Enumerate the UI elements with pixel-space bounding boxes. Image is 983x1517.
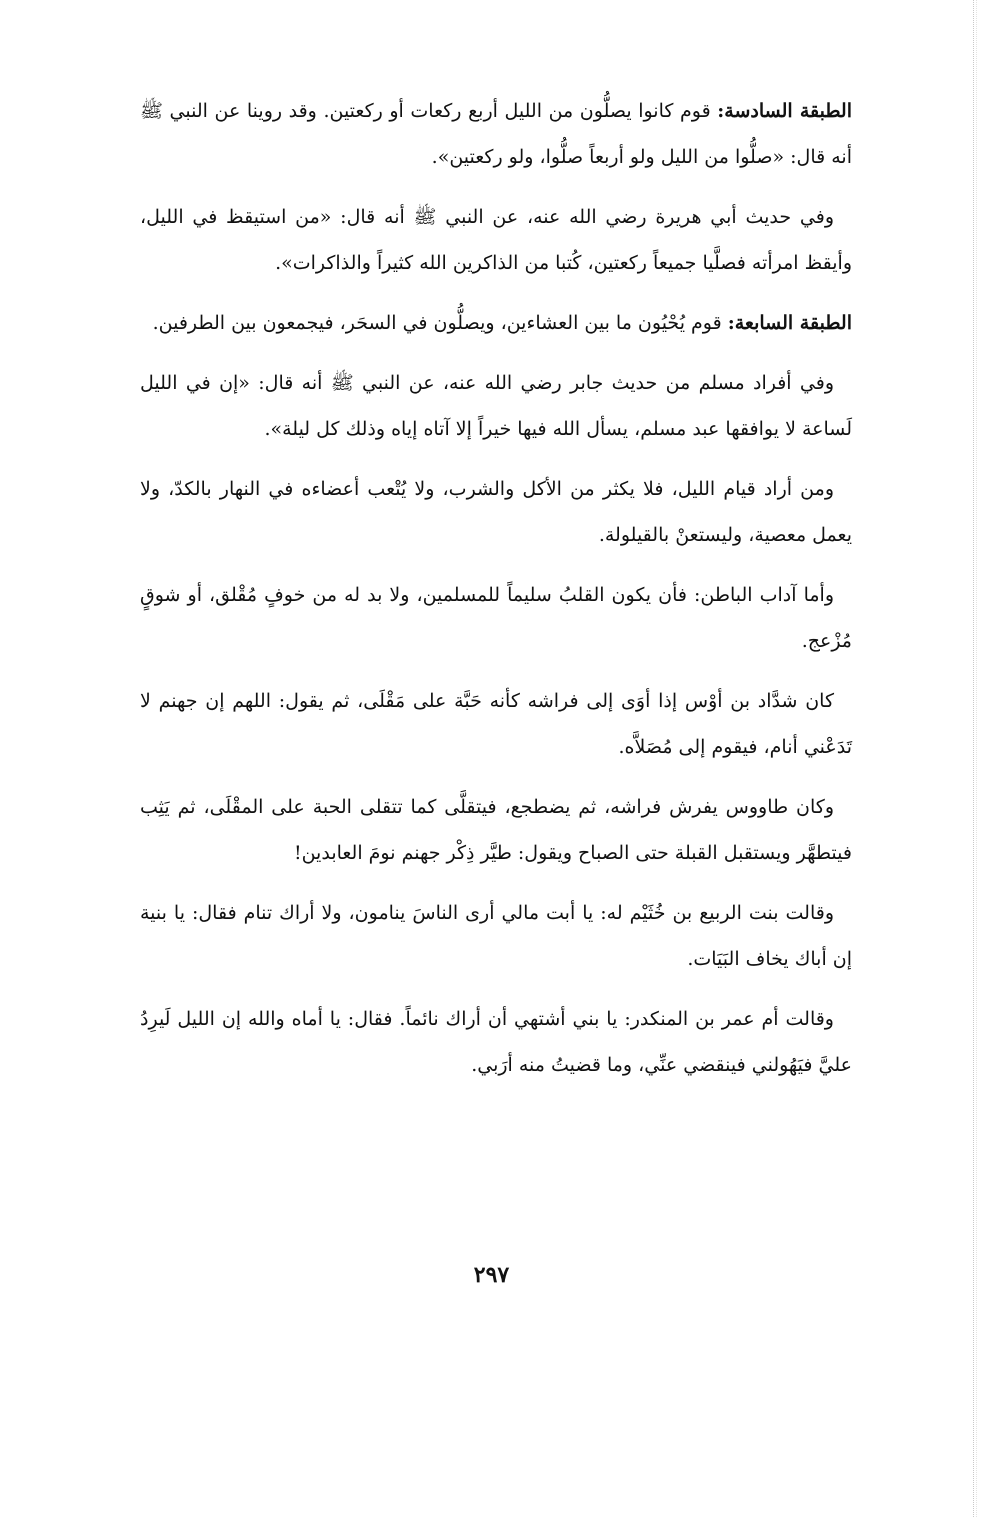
paragraph-night-prayer-advice [140,466,852,558]
page-number: ٢٩٧ [473,1262,510,1288]
paragraph-text: وأما آداب الباطن: فأن يكون القلبُ سليماً للمسلمين، ولا بد له من خوفٍ مُقْلق، أو شوقٍ مُزْعج. [140,584,852,652]
paragraph-text: قوم يُحْيُون ما بين العشاءين، ويصلُّون في السحَر، فيجمعون بين الطرفين. [152,312,728,334]
paragraph-text: وفي أفراد مسلم من حديث جابر رضي الله عنه، عن النبي ﷺ أنه قال: «إن في الليل لَساعة لا يوافقها عبد مسلم، يسأل الله فيها خيراً إلا آتاه إياه وذلك كل ليلة». [140,372,852,440]
scan-edge-line [973,0,974,1517]
paragraph-text: وقالت أم عمر بن المنكدر: يا بني أشتهي أن أراك نائماً. فقال: يا أماه والله إن الليل لَيرِدُ عليَّ فيَهُولني فينقضي عنِّي، وما قضيتُ منه أرَبي. [140,1008,852,1076]
scan-edge-line-secondary [976,0,977,1517]
paragraph-umm-umar [140,996,852,1088]
paragraph-text: وكان طاووس يفرش فراشه، ثم يضطجع، فيتقلَّى كما تتقلى الحبة على المقْلَى، ثم يَثِب فيتطهَّر ويستقبل القبلة حتى الصباح ويقول: طيَّر ذِكْر جهنم نومَ العابدين! [140,796,852,864]
paragraph-sixth-tier [140,88,852,180]
paragraph-text: وقالت بنت الربيع بن خُثَيْم له: يا أبت مالي أرى الناسَ ينامون، ولا أراك تنام فقال: يا بنية إن أباك يخاف البَيَات. [140,902,852,970]
paragraph-abu-hurairah-hadith [140,194,852,286]
paragraph-inner-manners [140,572,852,664]
section-heading-seventh-tier: الطبقة السابعة: [727,312,852,334]
paragraph-text: وفي حديث أبي هريرة رضي الله عنه، عن النبي ﷺ أنه قال: «من استيقظ في الليل، وأيقظ امرأته فصلَّيا جميعاً ركعتين، كُتبا من الذاكرين الله كثيراً والذاكرات». [140,206,852,274]
section-heading-sixth-tier: الطبقة السادسة: [717,100,852,122]
paragraph-text: كان شدَّاد بن أوْس إذا أوَى إلى فراشه كأنه حَبَّة على مَقْلَى، ثم يقول: اللهم إن جهنم لا تَدَعْني أنام، فيقوم إلى مُصَلاَّه. [140,690,852,758]
paragraph-jabir-hadith [140,360,852,452]
paragraph-text: ومن أراد قيام الليل، فلا يكثر من الأكل والشرب، ولا يُتْعب أعضاءه في النهار بالكدّ، ولا يعمل معصية، وليستعنْ بالقيلولة. [140,478,852,546]
paragraph-seventh-tier [140,300,852,346]
paragraph-rabi-daughter [140,890,852,982]
paragraph-text: قوم كانوا يصلُّون من الليل أربع ركعات أو ركعتين. وقد روينا عن النبي ﷺ أنه قال: «صلُّوا من الليل ولو أربعاً صلُّوا، ولو ركعتين». [140,100,852,168]
paragraph-tawus [140,784,852,876]
page-body [140,88,852,1102]
paragraph-shaddad-bin-aws [140,678,852,770]
